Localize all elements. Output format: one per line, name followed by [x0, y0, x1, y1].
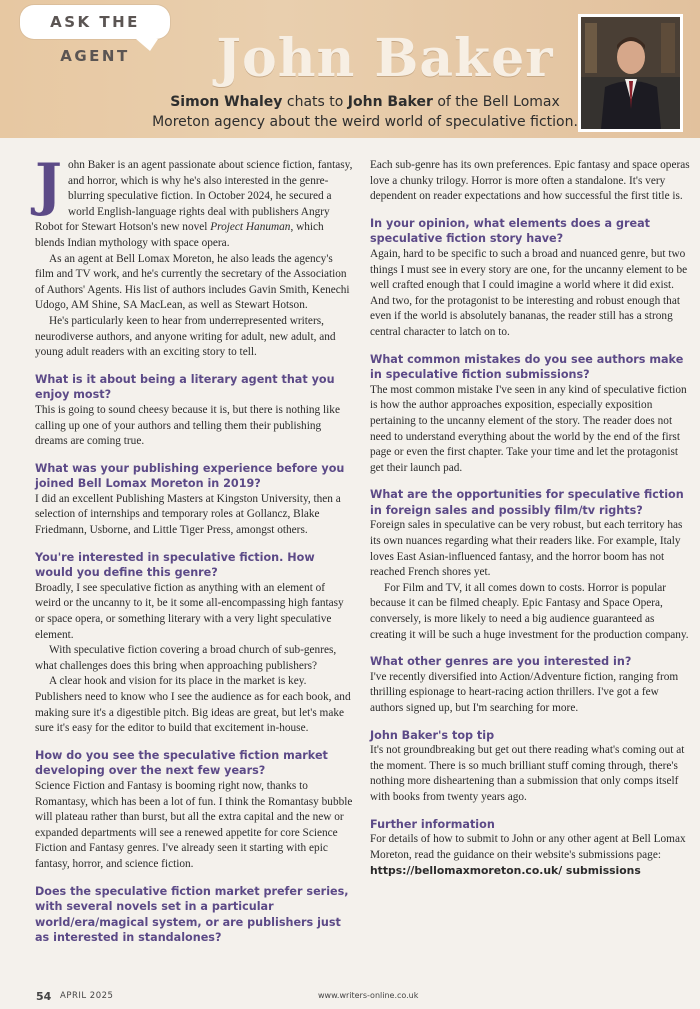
further-info-heading: Further information	[370, 817, 495, 831]
header-band	[0, 0, 700, 138]
answer: The most common mistake I've seen in any kind of speculative fiction is how the author approaches exposition, especially exposition pertaining to the uncanny element of the story. The reader does not need to understand everything about the world by the end of the first page or even the first chapter. Take your time and let the protagonist get their launch pad.	[370, 383, 687, 474]
answer: For Film and TV, it all comes down to costs. Horror is popular because it can be filmed cheaply. Epic Fantasy and Space Opera, conversely, is more likely to need a big audience guaranteed as creating it will be such a huge investment for the production company.	[370, 581, 689, 641]
question-heading: Does the speculative fiction market prefer series, with several novels set in a particular world/era/magical system, or are publishers just as interested in standalones?	[35, 884, 349, 945]
question-heading: What common mistakes do you see authors make in speculative fiction submissions?	[370, 352, 684, 382]
question-heading: What is it about being a literary agent that you enjoy most?	[35, 372, 335, 402]
question-heading: How do you see the speculative fiction market developing over the next few years?	[35, 748, 328, 778]
further-info-text	[370, 832, 692, 880]
intro-end: , which blends Indian mythology with space opera.	[35, 221, 324, 249]
right-column	[370, 158, 692, 880]
answer: I've recently diversified into Action/Adventure fiction, ranging from thrilling espionage to heart-racing action thrillers. I've got a few authors signed up, but I'm searching for more.	[370, 670, 679, 714]
standfirst-verb: chats to	[282, 94, 348, 110]
answer: Again, hard to be specific to such a broad and nuanced genre, but two things I must see in every story are one, for the uncanny element to be well crafted enough that I could imagine a world where it did exist. And two, for the protagonist to be interesting and robust enough that even if the world is absolutely bananas, the reader still has a strong central character to latch on to.	[370, 247, 688, 338]
standfirst	[140, 92, 590, 132]
left-column	[35, 151, 353, 946]
question-heading: What other genres are you interested in?	[370, 655, 632, 669]
page-footer	[36, 990, 676, 1004]
paragraph: He's particularly keen to hear from underrepresented writers, neurodiverse authors, and anyone writing for adult, new adult, and young adult readers with an exciting story to tell.	[35, 314, 336, 359]
standfirst-author: Simon Whaley	[170, 94, 283, 110]
drop-cap: J	[35, 151, 62, 218]
tip-heading: John Baker's top tip	[370, 728, 495, 742]
tip-text: It's not groundbreaking but get out there reading what's coming out at the moment. There is so much brilliant stuff coming through, there's nothing more disheartening than a submission that only comps itself with books from twenty years ago.	[370, 744, 685, 803]
question-heading: In your opinion, what elements does a great speculative fiction story have?	[370, 216, 651, 246]
answer: Broadly, I see speculative fiction as anything with an element of weird or the uncanny to it, be it some all-encompassing high fantasy or space opera, or something literary with a very light speculative element.	[35, 581, 344, 641]
answer: With speculative fiction covering a broad church of sub-genres, what challenges does this bring when approaching publishers?	[35, 644, 337, 672]
answer: A clear hook and vision for its place in the market is key. Publishers need to know who I see the audience as for each book, and making sure it's a digestible pitch. Big ideas are great, but let's make sure it's easy for the editor to build that excitement in-house.	[35, 675, 351, 735]
intro-text: ohn Baker is an agent passionate about science fiction, fantasy, and horror, which is why he's also interested in the genre-blurring speculative fiction. In October 2024, he secured a world English-language rights deal with publishers Angry Robot for Stewart Hotson's new novel	[35, 159, 353, 234]
answer: I did an excellent Publishing Masters at Kingston University, then a selection of internships and temporary roles at Gollancz, Blake Friedmann, Usborne, and Little Tiger Press, amongst others.	[35, 492, 341, 537]
article-title: John Baker	[216, 28, 554, 89]
novel-title: Project Hanuman	[210, 221, 291, 234]
standfirst-subject: John Baker	[347, 94, 433, 110]
website-url[interactable]: www.writers-online.co.uk	[318, 991, 419, 1000]
intro-paragraph	[35, 151, 353, 252]
question-heading: What are the opportunities for speculative fiction in foreign sales and possibly film/tv rights?	[370, 488, 684, 517]
section-tag-text: ASK THE AGENT	[50, 13, 140, 65]
issue-date: APRIL 2025	[60, 991, 114, 1001]
section-tag	[20, 5, 170, 65]
portrait-image	[581, 17, 680, 129]
author-photo	[578, 14, 683, 132]
page-number: 54	[36, 990, 52, 1003]
submissions-link[interactable]: https://bellomaxmoreton.co.uk/ submissions	[370, 864, 641, 878]
standfirst-rest: of the Bell Lomax Moreton agency about the weird world of speculative fiction.	[152, 94, 578, 130]
answer: This is going to sound cheesy because it is, but there is nothing like calling up one of your authors and telling them their publishing dreams are coming true.	[35, 403, 340, 448]
further-info-body: For details of how to submit to John or any other agent at Bell Lomax Moreton, read the guidance on their website's submissions page:	[370, 833, 686, 861]
answer: Foreign sales in speculative can be very robust, but each territory has its own nuances regarding what their readers like. For example, Italy loves East Asian-influenced fantasy, and the horror boom has not reached French shores yet.	[370, 519, 683, 579]
question-heading: You're interested in speculative fiction. How would you define this genre?	[35, 550, 315, 580]
answer: Each sub-genre has its own preferences. Epic fantasy and space operas love a chunky trilogy. Horror is more often a standalone. It's very dependent on reader expectations and how successful the first title is.	[370, 159, 690, 203]
paragraph: As an agent at Bell Lomax Moreton, he also leads the agency's film and TV work, and he's currently the secretary of the Association of Authors' Agents. His list of authors includes Gavin Smith, Kenechi Udogo, AM Shine, SA MacLean, as well as Stewart Hotson.	[35, 252, 350, 312]
question-heading: What was your publishing experience before you joined Bell Lomax Moreton in 2019?	[35, 461, 345, 491]
answer: Science Fiction and Fantasy is booming right now, thanks to Romantasy, which has been a lot of fun. I think the Romantasy bubble will plateau rather than burst, but all the extra capital and the new or expanded departments will see a renewed appetite for core Science Fiction and Fantasy genres. I've already seen it starting with epic fantasy, horror, and science fiction.	[35, 779, 353, 870]
